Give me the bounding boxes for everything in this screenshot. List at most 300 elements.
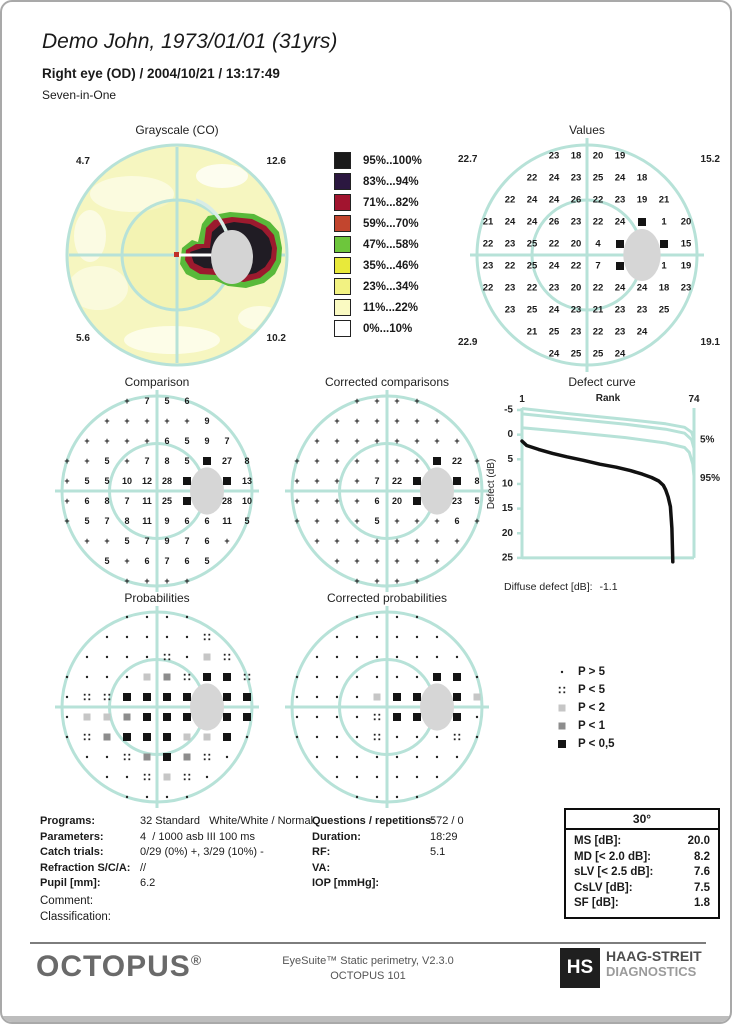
grid-value: 1 xyxy=(661,260,667,272)
grid-value: 24 xyxy=(548,348,560,360)
grid-value: 23 xyxy=(614,194,626,206)
index-row xyxy=(574,896,710,912)
dot-symbol xyxy=(396,656,398,658)
parameter-value: // xyxy=(140,861,147,874)
square-symbol xyxy=(243,713,251,721)
four-dot-symbol xyxy=(144,774,146,776)
dot-symbol xyxy=(416,776,418,778)
square-symbol xyxy=(413,497,421,505)
square-symbol xyxy=(163,693,171,701)
four-dot-symbol xyxy=(458,734,460,736)
square-symbol xyxy=(143,733,151,741)
grid-value: + xyxy=(334,536,340,546)
square-symbol xyxy=(104,714,111,721)
grid-value: + xyxy=(334,496,340,506)
grid-value: 24 xyxy=(548,194,560,206)
grid-value: 26 xyxy=(570,194,582,206)
four-dot-symbol xyxy=(204,634,206,636)
square-symbol xyxy=(223,673,231,681)
grid-value: 6 xyxy=(374,496,380,506)
grid-value: 21 xyxy=(526,326,538,338)
square-symbol xyxy=(143,693,151,701)
square-symbol xyxy=(223,477,231,485)
square-symbol xyxy=(453,477,461,485)
grid-value: + xyxy=(84,456,90,466)
square-symbol xyxy=(433,673,441,681)
grid-value: + xyxy=(354,496,360,506)
y-tick-label: 10 xyxy=(501,478,513,490)
grid-value: 21 xyxy=(592,304,604,316)
four-dot-symbol xyxy=(224,658,226,660)
grid-value: + xyxy=(124,396,130,406)
dot-symbol xyxy=(336,636,338,638)
four-dot-symbol xyxy=(88,698,90,700)
probability-legend-row xyxy=(554,718,615,733)
square-symbol xyxy=(223,693,231,701)
dot-symbol xyxy=(336,776,338,778)
four-dot-symbol xyxy=(144,778,146,780)
index-label: MD [< 2.0 dB]: xyxy=(574,850,651,863)
grid-value: + xyxy=(354,476,360,486)
grid-value: 23 xyxy=(548,282,560,294)
grid-value: + xyxy=(144,416,150,426)
grid-value: 25 xyxy=(658,304,670,316)
grid-value: 5 xyxy=(104,556,110,566)
grid-value: + xyxy=(354,436,360,446)
dot-symbol xyxy=(356,716,358,718)
dot-symbol xyxy=(66,736,68,738)
four-dot-symbol xyxy=(559,691,561,693)
probabilities-canvas xyxy=(27,606,287,808)
grid-value: 22 xyxy=(391,476,403,486)
corrected-comparisons-chart xyxy=(257,390,517,592)
legend-swatch xyxy=(334,194,351,211)
four-dot-symbol xyxy=(204,758,206,760)
grid-value: 5 xyxy=(164,396,170,406)
index-label: MS [dB]: xyxy=(574,835,622,847)
square-symbol xyxy=(558,740,566,748)
dot-symbol xyxy=(186,636,188,638)
dot-symbol xyxy=(396,796,398,798)
four-dot-symbol xyxy=(374,718,376,720)
grid-value: 8 xyxy=(244,456,250,466)
four-dot-symbol xyxy=(164,658,166,660)
dot-symbol xyxy=(336,676,338,678)
parameters-left xyxy=(40,814,313,892)
grid-value: + xyxy=(374,576,380,586)
grid-value: + xyxy=(124,576,130,586)
y-tick-label: -5 xyxy=(504,404,513,416)
grid-value: 23 xyxy=(636,304,648,316)
four-dot-symbol xyxy=(208,634,210,636)
legend-label: 59%...70% xyxy=(363,217,419,230)
probability-legend-label: P < 0,5 xyxy=(578,737,615,750)
four-dot-symbol xyxy=(124,758,126,760)
grid-value: + xyxy=(334,556,340,566)
haag-streit-logo-icon xyxy=(560,948,600,988)
dot-symbol xyxy=(356,696,358,698)
grid-value: 6 xyxy=(204,536,210,546)
diffuse-defect-value: -1.1 xyxy=(599,581,618,593)
values-corner-tl: 22.7 xyxy=(458,154,478,165)
dot-symbol xyxy=(436,756,438,758)
grid-value: 23 xyxy=(504,282,516,294)
legend-swatch xyxy=(334,278,351,295)
grayscale-legend-row xyxy=(334,194,422,211)
band-label: 5% xyxy=(700,434,715,446)
grid-value: + xyxy=(374,556,380,566)
grid-value: 24 xyxy=(548,260,560,272)
legend-swatch xyxy=(334,215,351,232)
probability-legend-label: P < 1 xyxy=(578,719,605,732)
dot-symbol xyxy=(336,756,338,758)
legend-swatch xyxy=(334,152,351,169)
grid-value: 7 xyxy=(144,396,150,406)
parameter-value: 5.1 xyxy=(430,846,446,858)
probability-legend xyxy=(554,664,615,754)
four-dot-symbol xyxy=(128,758,130,760)
dot-symbol xyxy=(336,656,338,658)
blind-spot xyxy=(623,229,660,281)
grid-value: + xyxy=(354,516,360,526)
square-symbol xyxy=(163,733,171,741)
grid-value: + xyxy=(64,476,70,486)
x-start-label: 1 xyxy=(519,394,525,405)
dot-symbol xyxy=(396,776,398,778)
grid-value: 12 xyxy=(141,476,153,486)
grid-value: + xyxy=(474,516,480,526)
grid-value: 5 xyxy=(124,536,130,546)
indices-box-title: 30° xyxy=(566,810,718,830)
corrected-comparisons-canvas xyxy=(257,390,517,592)
square-symbol xyxy=(123,733,131,741)
grid-value: 7 xyxy=(224,436,230,446)
square-symbol xyxy=(223,713,231,721)
grid-value: 5 xyxy=(244,516,250,526)
four-dot-symbol xyxy=(374,734,376,736)
index-value: 20.0 xyxy=(687,835,710,847)
square-symbol xyxy=(144,754,151,761)
square-symbol xyxy=(203,673,211,681)
square-symbol xyxy=(143,713,151,721)
grid-value: 7 xyxy=(104,516,110,526)
dot-symbol xyxy=(126,636,128,638)
parameter-label: IOP [mmHg]: xyxy=(312,877,380,889)
grid-value: + xyxy=(354,536,360,546)
dot-symbol xyxy=(106,676,108,678)
dot-symbol xyxy=(416,656,418,658)
dot-symbol xyxy=(146,636,148,638)
four-dot-symbol xyxy=(204,638,206,640)
square-symbol xyxy=(453,693,461,701)
grid-value: 23 xyxy=(614,326,626,338)
footer-center xyxy=(238,955,498,982)
grid-value: 23 xyxy=(570,216,582,228)
grid-value: + xyxy=(394,516,400,526)
dot-symbol xyxy=(316,696,318,698)
square-symbol xyxy=(164,774,171,781)
grid-value: + xyxy=(104,436,110,446)
grayscale-map xyxy=(60,138,294,372)
square-symbol xyxy=(413,693,421,701)
corrected-probabilities-title: Corrected probabilities xyxy=(326,591,448,605)
dot-symbol xyxy=(356,676,358,678)
grid-value: + xyxy=(414,556,420,566)
grid-value: 23 xyxy=(570,304,582,316)
grid-value: 10 xyxy=(241,496,253,506)
dot-symbol xyxy=(416,616,418,618)
index-value: 7.5 xyxy=(694,881,710,894)
grid-value: + xyxy=(334,436,340,446)
parameters-right xyxy=(312,814,464,892)
grid-value: + xyxy=(64,456,70,466)
grid-value: 5 xyxy=(184,456,190,466)
square-symbol xyxy=(104,734,111,741)
legend-swatch xyxy=(334,236,351,253)
four-dot-symbol xyxy=(128,754,130,756)
blind-spot xyxy=(190,683,224,730)
x-axis-label: Rank xyxy=(595,393,621,404)
diffuse-defect-note xyxy=(504,581,618,593)
dot-symbol xyxy=(356,636,358,638)
grid-value: + xyxy=(374,396,380,406)
grid-value: + xyxy=(314,456,320,466)
grid-value: 25 xyxy=(570,348,582,360)
dot-symbol xyxy=(186,796,188,798)
grid-value: 25 xyxy=(548,326,560,338)
dot-symbol xyxy=(416,756,418,758)
blind-spot xyxy=(190,467,224,514)
defect-curve-title: Defect curve xyxy=(568,375,636,389)
grid-value: + xyxy=(354,416,360,426)
grid-value: + xyxy=(314,476,320,486)
grid-value: 23 xyxy=(451,496,463,506)
four-dot-symbol xyxy=(108,698,110,700)
dot-symbol xyxy=(376,756,378,758)
grid-value: 6 xyxy=(184,396,190,406)
four-dot-symbol xyxy=(84,694,86,696)
grid-value: + xyxy=(334,456,340,466)
probability-symbol xyxy=(554,683,570,697)
legend-label: 11%...22% xyxy=(363,301,418,314)
grid-value: + xyxy=(414,436,420,446)
dot-symbol xyxy=(186,616,188,618)
legend-label: 71%...82% xyxy=(363,196,419,209)
dot-symbol xyxy=(476,716,478,718)
grid-value: + xyxy=(394,556,400,566)
probability-legend-row xyxy=(554,664,615,679)
dot-symbol xyxy=(456,656,458,658)
grid-value: 9 xyxy=(204,416,210,426)
grid-value: 19 xyxy=(636,194,648,206)
grid-value: 24 xyxy=(614,172,626,184)
dot-symbol xyxy=(316,756,318,758)
grid-value: + xyxy=(374,416,380,426)
index-label: SF [dB]: xyxy=(574,897,619,909)
parameter-row xyxy=(312,876,464,892)
square-symbol xyxy=(638,218,646,226)
grid-value: + xyxy=(314,436,320,446)
values-corner-bl: 22.9 xyxy=(458,337,478,348)
legend-label: 35%...46% xyxy=(363,259,419,272)
grid-value: 23 xyxy=(504,238,516,250)
four-dot-symbol xyxy=(88,734,90,736)
legend-swatch xyxy=(334,299,351,316)
grid-value: 20 xyxy=(592,150,604,162)
dot-symbol xyxy=(336,696,338,698)
square-symbol xyxy=(453,673,461,681)
dot-symbol xyxy=(86,676,88,678)
grid-value: + xyxy=(454,536,460,546)
grid-value: 8 xyxy=(164,456,170,466)
four-dot-symbol xyxy=(104,698,106,700)
grid-value: 22 xyxy=(548,238,560,250)
grid-value: 20 xyxy=(570,238,582,250)
square-symbol xyxy=(433,457,441,465)
parameter-value: 0/29 (0%) +, 3/29 (10%) - xyxy=(140,846,264,858)
parameter-label: Pupil [mm]: xyxy=(40,877,101,889)
grid-value: 7 xyxy=(164,556,170,566)
logo-letters: HS xyxy=(566,957,594,978)
four-dot-symbol xyxy=(563,686,565,688)
dot-symbol xyxy=(436,776,438,778)
dot-symbol xyxy=(316,656,318,658)
grid-value: 5 xyxy=(204,556,210,566)
grid-value: 22 xyxy=(504,260,516,272)
parameter-value: 572 / 0 xyxy=(430,815,464,827)
parameter-value: 6.2 xyxy=(140,877,156,889)
parameter-value: 4 / 1000 asb III 100 ms xyxy=(140,830,255,843)
dot-symbol xyxy=(166,616,168,618)
grid-value: 25 xyxy=(526,260,538,272)
four-dot-symbol xyxy=(84,734,86,736)
legend-swatch xyxy=(334,173,351,190)
grid-value: 5 xyxy=(104,456,110,466)
grid-value: 9 xyxy=(164,536,170,546)
parameter-row xyxy=(312,861,464,877)
dot-symbol xyxy=(356,756,358,758)
footer-divider xyxy=(30,942,706,944)
grid-value: 20 xyxy=(680,216,692,228)
dot-symbol xyxy=(126,776,128,778)
blind-spot xyxy=(211,230,253,284)
grid-value: 26 xyxy=(548,216,560,228)
report-type: Seven-in-One xyxy=(42,88,117,102)
registered-mark: ® xyxy=(190,952,203,968)
four-dot-symbol xyxy=(184,774,186,776)
legend-label: 0%...10% xyxy=(363,322,413,335)
dot-symbol xyxy=(296,676,298,678)
grid-value: 21 xyxy=(482,216,494,228)
comparison-chart xyxy=(27,390,287,592)
grid-value: 23 xyxy=(614,304,626,316)
dot-symbol xyxy=(166,796,168,798)
square-symbol xyxy=(393,713,401,721)
four-dot-symbol xyxy=(559,686,561,688)
dot-symbol xyxy=(376,636,378,638)
four-dot-symbol xyxy=(184,678,186,680)
defect-curve-canvas xyxy=(484,388,724,580)
values-chart xyxy=(442,136,732,374)
dot-symbol xyxy=(336,736,338,738)
grid-value: 24 xyxy=(526,216,538,228)
index-value: 1.8 xyxy=(694,897,710,909)
grid-value: + xyxy=(294,476,300,486)
dot-symbol xyxy=(336,716,338,718)
grayscale-legend-row xyxy=(334,257,422,274)
corrected-comparisons-title: Corrected comparisons xyxy=(324,375,450,389)
grid-value: + xyxy=(184,576,190,586)
square-symbol xyxy=(453,713,461,721)
index-row xyxy=(574,865,710,881)
legend-swatch xyxy=(334,320,351,337)
dot-symbol xyxy=(316,716,318,718)
dot-symbol xyxy=(396,616,398,618)
grid-value: 19 xyxy=(680,260,692,272)
four-dot-symbol xyxy=(84,738,86,740)
dot-symbol xyxy=(416,736,418,738)
four-dot-symbol xyxy=(224,654,226,656)
parameter-row xyxy=(312,814,464,830)
grid-value: + xyxy=(434,416,440,426)
parameter-value: 32 Standard White/White / Normal xyxy=(140,815,314,827)
grid-value: 6 xyxy=(84,496,90,506)
legend-swatch xyxy=(334,257,351,274)
square-symbol xyxy=(144,674,151,681)
dot-symbol xyxy=(396,636,398,638)
indices-box-rows xyxy=(566,830,718,917)
probability-symbol xyxy=(554,737,570,751)
grid-value: + xyxy=(434,436,440,446)
dot-symbol xyxy=(146,656,148,658)
dot-symbol xyxy=(396,676,398,678)
dot-symbol xyxy=(66,676,68,678)
grid-value: 23 xyxy=(482,260,494,272)
grid-value: + xyxy=(434,516,440,526)
dot-symbol xyxy=(126,616,128,618)
dot-symbol xyxy=(66,716,68,718)
dot-symbol xyxy=(416,796,418,798)
blind-spot xyxy=(420,683,454,730)
grayscale-legend-row xyxy=(334,215,422,232)
grid-value: + xyxy=(224,536,230,546)
dot-symbol xyxy=(106,636,108,638)
four-dot-symbol xyxy=(378,734,380,736)
dot-symbol xyxy=(456,756,458,758)
dot-symbol xyxy=(356,796,358,798)
grid-value: 22 xyxy=(592,282,604,294)
probabilities-chart xyxy=(27,606,287,808)
dot-symbol xyxy=(296,736,298,738)
grid-value: + xyxy=(104,536,110,546)
dot-symbol xyxy=(396,756,398,758)
grid-value: 5 xyxy=(184,436,190,446)
square-symbol xyxy=(163,753,171,761)
probability-symbol xyxy=(554,701,570,715)
grid-value: + xyxy=(334,416,340,426)
grid-value: + xyxy=(314,536,320,546)
grid-value: 25 xyxy=(592,172,604,184)
probability-legend-label: P > 5 xyxy=(578,665,605,678)
dot-symbol xyxy=(376,676,378,678)
four-dot-symbol xyxy=(374,738,376,740)
values-corner-br: 19.1 xyxy=(700,337,720,348)
grid-value: + xyxy=(394,456,400,466)
square-symbol xyxy=(559,722,566,729)
y-tick-label: 15 xyxy=(501,503,513,515)
grid-value: + xyxy=(394,536,400,546)
grid-value: + xyxy=(394,436,400,446)
